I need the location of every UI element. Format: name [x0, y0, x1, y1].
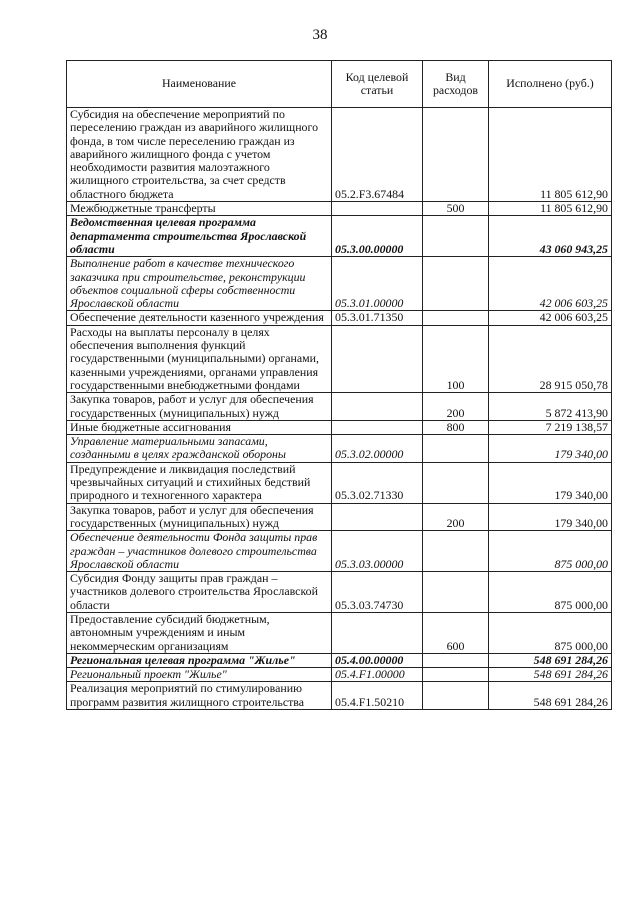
row-code — [332, 393, 423, 421]
row-name: Иные бюджетные ассигнования — [67, 420, 332, 434]
table-row — [67, 311, 612, 325]
row-code: 05.3.01.71350 — [332, 311, 423, 325]
row-code — [332, 503, 423, 531]
row-code: 05.2.F3.67484 — [332, 108, 423, 202]
row-name: Выполнение работ в качестве технического заказчика при строительстве, реконструкции объектов социальной сферы собственности Ярославской области — [67, 257, 332, 311]
row-code: 05.3.03.74730 — [332, 572, 423, 613]
row-type: 500 — [423, 202, 489, 216]
table-row — [67, 257, 612, 311]
row-amount: 548 691 284,26 — [489, 682, 612, 710]
table-row — [67, 462, 612, 503]
row-amount: 5 872 413,90 — [489, 393, 612, 421]
row-name: Закупка товаров, работ и услуг для обеспечения государственных (муниципальных) нужд — [67, 503, 332, 531]
row-name: Ведомственная целевая программа департамента строительства Ярославской области — [67, 216, 332, 257]
row-code: 05.3.00.00000 — [332, 216, 423, 257]
table-row — [67, 393, 612, 421]
row-amount: 42 006 603,25 — [489, 257, 612, 311]
row-name: Предоставление субсидий бюджетным, автономным учреждениям и иным некоммерческим организациям — [67, 612, 332, 653]
row-code — [332, 202, 423, 216]
row-code: 05.4.F1.00000 — [332, 668, 423, 682]
row-amount: 7 219 138,57 — [489, 420, 612, 434]
page-number: 38 — [312, 27, 328, 43]
row-type — [423, 572, 489, 613]
row-amount: 548 691 284,26 — [489, 668, 612, 682]
table-row — [67, 202, 612, 216]
row-code: 05.3.03.00000 — [332, 531, 423, 572]
row-name: Реализация мероприятий по стимулированию программ развития жилищного строительства — [67, 682, 332, 710]
row-type — [423, 682, 489, 710]
row-amount: 179 340,00 — [489, 435, 612, 463]
table-row — [67, 325, 612, 392]
row-type — [423, 108, 489, 202]
row-type — [423, 462, 489, 503]
row-name: Предупреждение и ликвидация последствий чрезвычайных ситуаций и стихийных бедствий природного и техногенного характера — [67, 462, 332, 503]
row-amount: 875 000,00 — [489, 572, 612, 613]
table-header-row — [67, 61, 612, 108]
row-type — [423, 653, 489, 667]
row-type — [423, 311, 489, 325]
table-row — [67, 612, 612, 653]
header-code: Код целевой статьи — [332, 61, 423, 108]
row-amount: 11 805 612,90 — [489, 202, 612, 216]
row-name: Управление материальными запасами, созданными в целях гражданской обороны — [67, 435, 332, 463]
row-amount: 42 006 603,25 — [489, 311, 612, 325]
row-name: Региональный проект "Жилье" — [67, 668, 332, 682]
row-type: 100 — [423, 325, 489, 392]
row-amount: 875 000,00 — [489, 612, 612, 653]
row-type: 200 — [423, 503, 489, 531]
header-amount: Исполнено (руб.) — [489, 61, 612, 108]
row-amount: 875 000,00 — [489, 531, 612, 572]
row-amount: 11 805 612,90 — [489, 108, 612, 202]
row-type — [423, 257, 489, 311]
row-name: Межбюджетные трансферты — [67, 202, 332, 216]
row-type — [423, 531, 489, 572]
table-row — [67, 653, 612, 667]
row-code — [332, 325, 423, 392]
row-name: Региональная целевая программа "Жилье" — [67, 653, 332, 667]
row-type: 600 — [423, 612, 489, 653]
row-name: Субсидия Фонду защиты прав граждан – участников долевого строительства Ярославской области — [67, 572, 332, 613]
row-type: 800 — [423, 420, 489, 434]
row-code: 05.3.01.00000 — [332, 257, 423, 311]
row-code: 05.3.02.71330 — [332, 462, 423, 503]
row-amount: 548 691 284,26 — [489, 653, 612, 667]
row-code: 05.4.F1.50210 — [332, 682, 423, 710]
row-amount: 28 915 050,78 — [489, 325, 612, 392]
row-code: 05.3.02.00000 — [332, 435, 423, 463]
row-code — [332, 420, 423, 434]
row-type — [423, 668, 489, 682]
row-type — [423, 435, 489, 463]
row-name: Обеспечение деятельности Фонда защиты прав граждан – участников долевого строительства Ярославской области — [67, 531, 332, 572]
row-amount: 179 340,00 — [489, 503, 612, 531]
table-row — [67, 572, 612, 613]
header-type: Вид расходов — [423, 61, 489, 108]
table-row — [67, 216, 612, 257]
row-name: Субсидия на обеспечение мероприятий по переселению граждан из аварийного жилищного фонда, в том числе переселению граждан из аварийного жилищного фонда с учетом необходимости развития малоэтажного жилищного строительства, за счет средств областного бюджета — [67, 108, 332, 202]
table-row — [67, 531, 612, 572]
table-row — [67, 108, 612, 202]
row-name: Расходы на выплаты персоналу в целях обеспечения выполнения функций государственными (муниципальными) органами, казенными учреждениями, органами управления государственными внебюджетными фондами — [67, 325, 332, 392]
budget-table — [66, 60, 612, 710]
row-amount: 43 060 943,25 — [489, 216, 612, 257]
header-name: Наименование — [67, 61, 332, 108]
row-code: 05.4.00.00000 — [332, 653, 423, 667]
row-type: 200 — [423, 393, 489, 421]
row-code — [332, 612, 423, 653]
table-row — [67, 682, 612, 710]
row-name: Обеспечение деятельности казенного учреждения — [67, 311, 332, 325]
row-name: Закупка товаров, работ и услуг для обеспечения государственных (муниципальных) нужд — [67, 393, 332, 421]
table-row — [67, 503, 612, 531]
table-row — [67, 668, 612, 682]
row-amount: 179 340,00 — [489, 462, 612, 503]
table-row — [67, 420, 612, 434]
table-row — [67, 435, 612, 463]
row-type — [423, 216, 489, 257]
